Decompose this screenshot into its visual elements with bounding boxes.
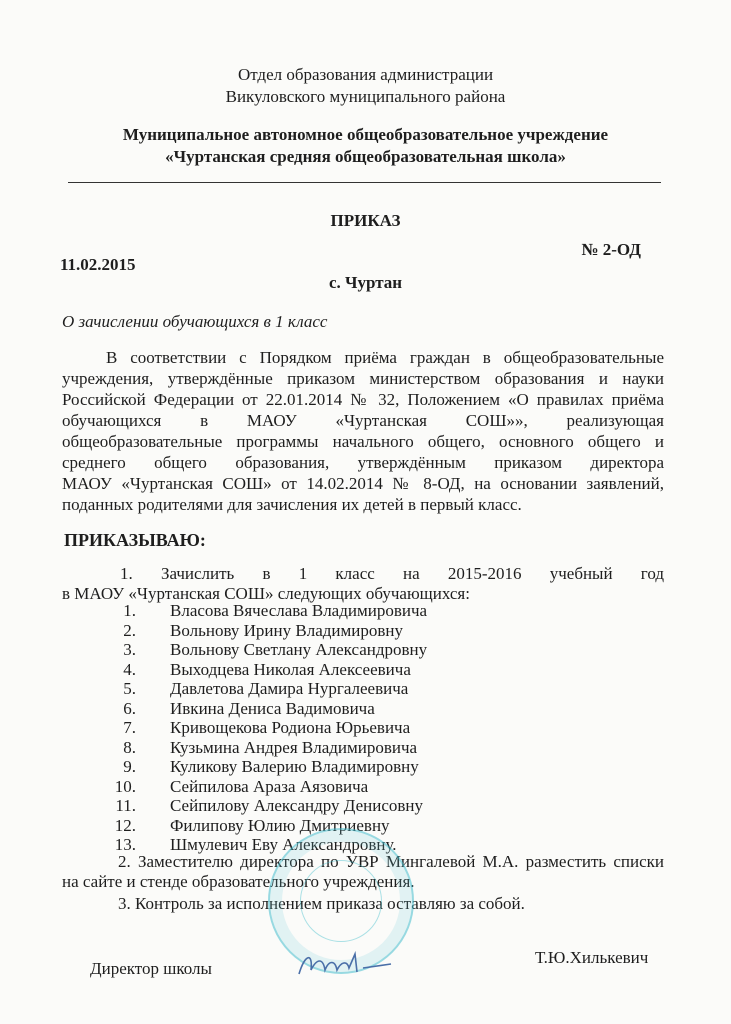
student-name: Кривощекова Родиона Юрьевича	[170, 718, 411, 737]
school-name-line-1: Муниципальное автономное общеобразовательное учреждение	[122, 125, 609, 144]
student-name: Куликову Валерию Владимировну	[170, 757, 419, 776]
student-name: Вольнову Ирину Владимировну	[170, 620, 403, 640]
signatory-name: Т.Ю.Хилькевич	[535, 948, 649, 967]
preamble-line: Российской Федерации от 22.01.2014 № 32, Положением «О правилах приёма	[62, 390, 664, 409]
student-name: Давлетова Дамира Нургалеевича	[170, 679, 409, 698]
preamble-line: В соответствии с Порядком приёма граждан в общеобразовательные	[106, 348, 664, 367]
student-name: Кузьмина Андрея Владимировича	[170, 737, 418, 757]
student-name: Филипову Юлию Дмитриевну	[170, 815, 390, 835]
order-title: ПРИКАЗ	[330, 211, 401, 230]
handwritten-signature-icon	[295, 948, 405, 984]
student-name: Шмулевич Еву Александровну.	[170, 835, 397, 854]
order-date: 11.02.2015	[60, 255, 136, 274]
preamble-line: общеобразовательные программы начального общего, основного общего и	[62, 432, 664, 451]
student-number: 6.	[123, 698, 136, 718]
decree-heading: ПРИКАЗЫВАЮ:	[64, 530, 206, 550]
item-1-line-1: 1. Зачислить в 1 класс на 2015-2016 учебный год	[120, 564, 664, 583]
student-number: 10.	[114, 776, 136, 796]
preamble-line: учреждения, утверждённые приказом министерством образования и науки	[62, 369, 664, 388]
student-name: Сейпилова Араза Аязовича	[170, 776, 369, 796]
student-number: 9.	[123, 757, 136, 776]
student-name: Вольнову Светлану Александровну	[170, 640, 428, 659]
department-line-2: Викуловского муниципального района	[225, 87, 506, 106]
item-2-line-2: на сайте и стенде образовательного учреждения.	[62, 872, 415, 891]
item-2-line-1: 2. Заместителю директора по УВР Мингалевой М.А. разместить списки	[118, 852, 664, 871]
student-number: 11.	[115, 796, 136, 815]
student-name: Ивкина Дениса Вадимовича	[170, 698, 375, 718]
department-line-1: Отдел образования администрации	[237, 65, 494, 84]
student-number: 12.	[114, 815, 136, 835]
item-3: 3. Контроль за исполнением приказа оставляю за собой.	[118, 894, 525, 913]
order-number: № 2-ОД	[581, 240, 641, 259]
student-number: 13.	[114, 835, 136, 854]
student-number: 5.	[123, 679, 136, 698]
signatory-position: Директор школы	[90, 959, 212, 978]
preamble-line: среднего общего образования, утверждённым приказом директора	[62, 453, 664, 472]
order-place: с. Чуртан	[328, 273, 403, 292]
student-number: 1.	[123, 601, 136, 620]
student-name: Сейпилову Александру Денисовну	[170, 796, 423, 815]
student-number: 4.	[123, 659, 136, 679]
student-name: Выходцева Николая Алексеевича	[170, 659, 411, 679]
header-divider	[68, 182, 661, 183]
student-number: 3.	[123, 640, 136, 659]
school-name-line-2: «Чуртанская средняя общеобразовательная школа»	[165, 147, 566, 166]
student-name: Власова Вячеслава Владимировича	[170, 601, 428, 620]
student-number: 8.	[123, 737, 136, 757]
student-number: 2.	[123, 620, 136, 640]
preamble-line: обучающихся в МАОУ «Чуртанская СОШ»», реализующая	[62, 411, 664, 430]
preamble-line: МАОУ «Чуртанская СОШ» от 14.02.2014 № 8-ОД, на основании заявлений,	[62, 474, 664, 493]
item-1-line-2: в МАОУ «Чуртанская СОШ» следующих обучающихся:	[62, 584, 470, 603]
preamble-line: поданных родителями для зачисления их детей в первый класс.	[62, 495, 522, 514]
order-subject: О зачислении обучающихся в 1 класс	[62, 312, 328, 331]
student-number: 7.	[123, 718, 136, 737]
